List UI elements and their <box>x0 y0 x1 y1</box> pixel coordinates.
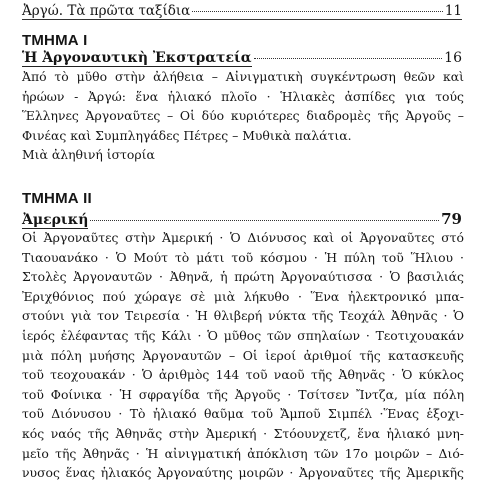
chapter-entry-1 <box>22 50 462 67</box>
toc-entry-page: 11 <box>444 3 462 19</box>
summary-line: Ἐριχθόνιος πού χώραγε σὲ μιὰ λήκυθο · Ἕνα ἠλεκτρονικό μπα- <box>22 288 464 304</box>
dot-leader <box>90 220 439 221</box>
toc-entry-argo <box>22 3 462 19</box>
chapter-page: 79 <box>441 210 462 228</box>
summary-line: ἱερός ἐλέφαντας τῆς Κάλι · Ὁ μῦθος τῶν σπηλαίων · Τεοτιχουακάν <box>22 327 464 343</box>
toc-entry-title: Ἀργώ. Τὰ πρῶτα ταξίδια <box>22 3 191 19</box>
summary-line: ἡρώων - Ἀργώ: ἕνα ἡλιακό πλοῖο · Ἡλιακὲς ἀσπίδες για τούς <box>22 88 464 104</box>
section-heading-2: ΤΜΗΜΑ ΙΙ <box>22 190 92 207</box>
horizontal-rule <box>22 19 462 20</box>
summary-line: μεῖο τῆς Ἀθηνᾶς · Ἡ αἰνιγματική ἀπόκλιση τῶν 17ο μοιρῶν – Διό- <box>22 445 464 461</box>
chapter-title: Ἡ Ἀργοναυτικὴ Ἐκστρατεία <box>22 50 252 66</box>
summary-line: Στολὲς Ἀργοναυτῶν · Ἀθηνᾶ, ἡ πρώτη Ἀργοναύτισσα · Ὁ βασιλιάς <box>22 269 464 285</box>
summary-line: Φινέας καὶ Συμπληγάδες Πέτρες – Μυθικὰ παλάτια. <box>22 127 352 143</box>
dot-leader <box>254 58 443 59</box>
summary-line: Ἀπό τὸ μῦθο στὴν ἀλήθεια – Αἰνιγματικὴ συγκέντρωση θεῶν καὶ <box>22 69 464 84</box>
dot-leader <box>192 11 443 12</box>
summary-line: Τιαουανάκο · Ὁ Μούτ τὸ μάτι τοῦ κόσμου · Ἡ πύλη τοῦ Ἥλιου · <box>22 249 464 265</box>
summary-line: Ἕλληνες Ἀργοναῦτες – Οἱ δύο κυριότερες διαδρομὲς τῆς Ἀργοῦς – <box>22 108 464 124</box>
summary-line: μιὰ πόλη μυήσης Ἀργοναυτῶν – Οἱ ἱεροί ἀριθμοί τῆς κατασκευῆς <box>22 347 464 363</box>
summary-line: τοῦ Διόνυσου · Τὸ ἡλιακό θαῦμα τοῦ Ἄμποῦ Σιμπέλ ·Ἕνας ἑξοχι- <box>22 406 464 422</box>
section-heading-1: ΤΜΗΜΑ Ι <box>22 32 88 49</box>
chapter-title: Ἀμερική <box>22 212 89 228</box>
chapter-summary-1 <box>22 67 464 165</box>
summary-line: τοῦ Φοίνικα · Ἡ σφραγίδα τῆς Ἀργοῦς · Τσίτσεν Ἴντζα, μία πόλη <box>22 386 464 402</box>
chapter-entry-2 <box>22 210 462 229</box>
summary-line: νυσος ἕνας ἡλιακός Ἀργοναύτης μοιρῶν · Ἀργοναῦτες τῆς Ἀμερικῆς <box>22 465 464 481</box>
chapter-summary-2 <box>22 228 464 483</box>
summary-line: κός ναός τῆς Ἀθηνᾶς στὴν Ἀμερική · Στόουνχετζ, ἕνα ἡλιακό μνη- <box>22 425 464 441</box>
summary-line: Μιὰ ἀληθινή ἱστορία <box>22 147 155 163</box>
summary-line: Οἱ Ἀργοναῦτες στὴν Ἀμερική · Ὁ Διόνυσος καὶ οἱ Ἀργοναῦτες στό <box>22 230 464 245</box>
summary-line: τοῦ τεοχουακάν · Ὁ ἀριθμὸς 144 τοῦ ναοῦ τῆς Ἀθηνᾶς · Ὁ κύκλος <box>22 367 464 383</box>
summary-line: στούνι γιὰ τον Τειρεσία · Ἡ θλιβερή νύκτα τῆς Τεοχάλ Ἀθηνᾶς · Ὁ <box>22 308 464 324</box>
chapter-page: 16 <box>444 50 462 66</box>
